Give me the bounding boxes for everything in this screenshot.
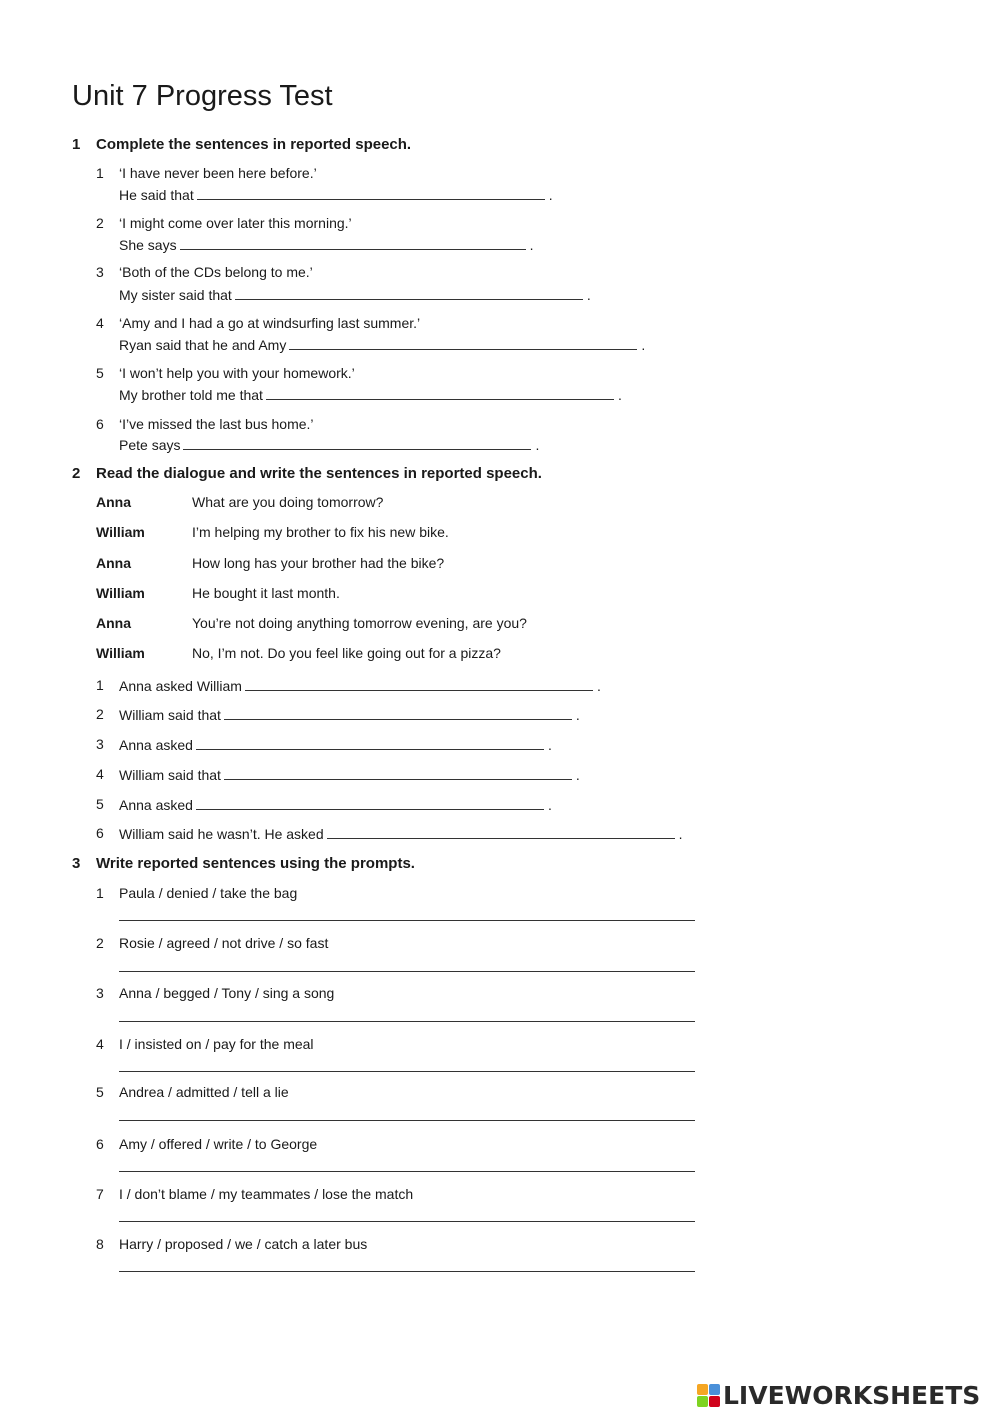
answer-blank[interactable] xyxy=(327,825,675,839)
answer-blank[interactable] xyxy=(196,796,544,810)
quote-text: ‘I’ve missed the last bus home.’ xyxy=(119,416,314,432)
answer-prompt: Anna asked xyxy=(119,797,193,813)
answer-blank[interactable] xyxy=(119,971,695,972)
quote-text: ‘Amy and I had a go at windsurfing last summer.’ xyxy=(119,315,421,331)
answer-blank[interactable] xyxy=(224,706,572,720)
quote-text: ‘Both of the CDs belong to me.’ xyxy=(119,264,313,280)
answer-line xyxy=(119,796,552,813)
item-number: 7 xyxy=(96,1186,104,1202)
section-instruction: Complete the sentences in reported speech. xyxy=(96,136,412,153)
logo-square xyxy=(697,1396,708,1407)
sentence-end: . xyxy=(586,287,591,303)
answer-blank[interactable] xyxy=(289,336,637,350)
answer-prompt: Anna asked xyxy=(119,737,193,753)
dialogue-speaker: William xyxy=(96,645,145,661)
answer-prompt: Ryan said that he and Amy xyxy=(119,337,287,353)
answer-line xyxy=(119,236,533,253)
answer-blank[interactable] xyxy=(119,1221,695,1222)
quote-text: ‘I have never been here before.’ xyxy=(119,165,317,181)
item-number: 5 xyxy=(96,1084,104,1100)
sentence-end: . xyxy=(529,237,534,253)
logo-mark-icon xyxy=(697,1384,720,1407)
answer-prompt: William said that xyxy=(119,707,221,723)
answer-blank[interactable] xyxy=(197,186,545,200)
dialogue-speaker: William xyxy=(96,524,145,540)
prompt-text: Anna / begged / Tony / sing a song xyxy=(119,985,335,1001)
quote-text: ‘I won’t help you with your homework.’ xyxy=(119,365,355,381)
answer-prompt: She says xyxy=(119,237,177,253)
answer-prompt: He said that xyxy=(119,187,194,203)
answer-blank[interactable] xyxy=(119,1171,695,1172)
sentence-end: . xyxy=(641,337,646,353)
answer-prompt: William said he wasn’t. He asked xyxy=(119,826,324,842)
sentence-end: . xyxy=(548,187,553,203)
prompt-text: Rosie / agreed / not drive / so fast xyxy=(119,935,329,951)
item-number: 8 xyxy=(96,1236,104,1252)
item-number: 4 xyxy=(96,766,104,782)
sentence-end: . xyxy=(575,707,580,723)
sentence-end: . xyxy=(575,767,580,783)
section-instruction: Write reported sentences using the prompts. xyxy=(96,855,415,872)
answer-prompt: My brother told me that xyxy=(119,387,263,403)
prompt-text: I / don’t blame / my teammates / lose the match xyxy=(119,1186,414,1202)
section-instruction: Read the dialogue and write the sentences in reported speech. xyxy=(96,465,542,482)
answer-prompt: Anna asked William xyxy=(119,678,242,694)
answer-blank[interactable] xyxy=(119,920,695,921)
answer-blank[interactable] xyxy=(196,736,544,750)
prompt-text: Harry / proposed / we / catch a later bus xyxy=(119,1236,368,1252)
section-number: 1 xyxy=(72,136,81,153)
item-number: 2 xyxy=(96,215,104,231)
logo-square xyxy=(709,1384,720,1395)
item-number: 6 xyxy=(96,1136,104,1152)
answer-blank[interactable] xyxy=(119,1271,695,1272)
answer-line xyxy=(119,186,553,203)
answer-blank[interactable] xyxy=(119,1021,695,1022)
sentence-end: . xyxy=(535,437,540,453)
quote-text: ‘I might come over later this morning.’ xyxy=(119,215,352,231)
section-3-heading xyxy=(72,855,415,872)
sentence-end: . xyxy=(547,797,552,813)
answer-line xyxy=(119,766,580,783)
item-number: 1 xyxy=(96,677,104,693)
answer-prompt: Pete says xyxy=(119,437,181,453)
sentence-end: . xyxy=(617,387,622,403)
section-1-heading xyxy=(72,136,411,153)
item-number: 5 xyxy=(96,365,104,381)
section-2-heading xyxy=(72,465,542,482)
answer-blank[interactable] xyxy=(245,677,593,691)
prompt-text: Andrea / admitted / tell a lie xyxy=(119,1084,289,1100)
sentence-end: . xyxy=(547,737,552,753)
prompt-text: I / insisted on / pay for the meal xyxy=(119,1036,314,1052)
dialogue-speaker: Anna xyxy=(96,555,131,571)
answer-line xyxy=(119,286,591,303)
answer-blank[interactable] xyxy=(180,236,526,250)
logo-square xyxy=(709,1396,720,1407)
answer-line xyxy=(119,386,622,403)
sentence-end: . xyxy=(596,678,601,694)
answer-blank[interactable] xyxy=(183,436,531,450)
item-number: 3 xyxy=(96,736,104,752)
item-number: 2 xyxy=(96,935,104,951)
answer-line xyxy=(119,336,645,353)
dialogue-speaker: Anna xyxy=(96,494,131,510)
liveworksheets-logo xyxy=(697,1382,980,1408)
item-number: 2 xyxy=(96,706,104,722)
dialogue-speaker: William xyxy=(96,585,145,601)
item-number: 1 xyxy=(96,885,104,901)
answer-prompt: William said that xyxy=(119,767,221,783)
prompt-text: Amy / offered / write / to George xyxy=(119,1136,318,1152)
item-number: 3 xyxy=(96,985,104,1001)
dialogue-line: He bought it last month. xyxy=(192,585,340,601)
dialogue-speaker: Anna xyxy=(96,615,131,631)
item-number: 3 xyxy=(96,264,104,280)
dialogue-line: How long has your brother had the bike? xyxy=(192,555,445,571)
answer-line xyxy=(119,736,552,753)
sentence-end: . xyxy=(678,826,683,842)
logo-square xyxy=(697,1384,708,1395)
dialogue-line: You’re not doing anything tomorrow evening, are you? xyxy=(192,615,527,631)
page-title: Unit 7 Progress Test xyxy=(72,80,333,112)
item-number: 5 xyxy=(96,796,104,812)
answer-blank[interactable] xyxy=(266,386,614,400)
item-number: 6 xyxy=(96,416,104,432)
answer-prompt: My sister said that xyxy=(119,287,232,303)
item-number: 4 xyxy=(96,1036,104,1052)
logo-text: LIVEWORKSHEETS xyxy=(723,1380,981,1410)
prompt-text: Paula / denied / take the bag xyxy=(119,885,298,901)
answer-line xyxy=(119,677,601,694)
answer-blank[interactable] xyxy=(224,766,572,780)
item-number: 4 xyxy=(96,315,104,331)
section-number: 3 xyxy=(72,855,81,872)
answer-line xyxy=(119,436,539,453)
answer-line xyxy=(119,706,580,723)
answer-blank[interactable] xyxy=(119,1071,695,1072)
section-number: 2 xyxy=(72,465,81,482)
answer-blank[interactable] xyxy=(235,286,583,300)
item-number: 1 xyxy=(96,165,104,181)
dialogue-line: No, I’m not. Do you feel like going out for a pizza? xyxy=(192,645,501,661)
item-number: 6 xyxy=(96,825,104,841)
answer-line xyxy=(119,825,683,842)
answer-blank[interactable] xyxy=(119,1120,695,1121)
dialogue-line: What are you doing tomorrow? xyxy=(192,494,384,510)
dialogue-line: I’m helping my brother to fix his new bike. xyxy=(192,524,449,540)
